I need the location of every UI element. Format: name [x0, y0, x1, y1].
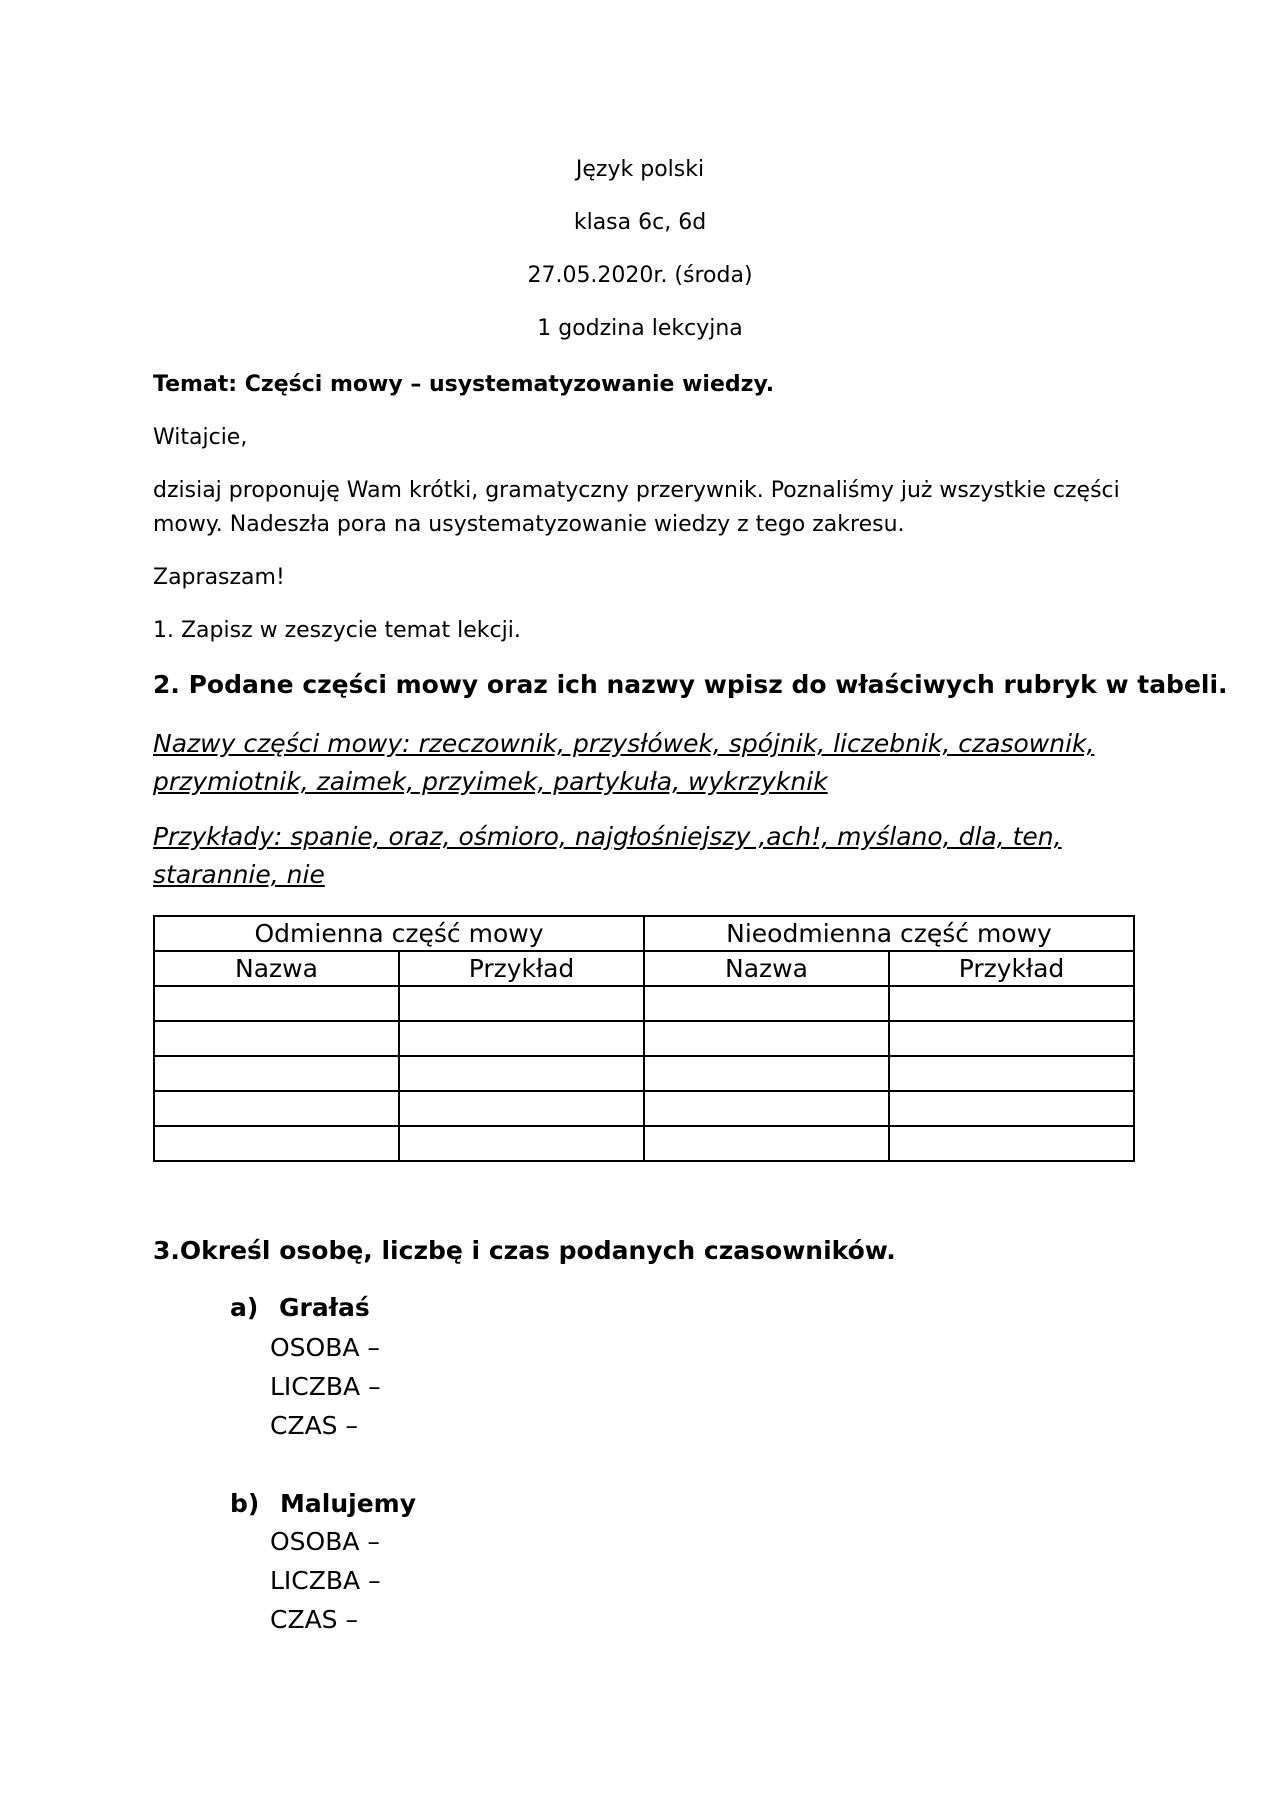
verb-b-tense: CZAS – [270, 1605, 359, 1634]
table-cell[interactable] [644, 1056, 889, 1091]
verb-b-person: OSOBA – [270, 1527, 380, 1556]
hours-heading: 1 godzina lekcyjna [537, 316, 743, 341]
invite-text: Zapraszam! [153, 565, 285, 590]
table-cell[interactable] [889, 1126, 1134, 1161]
table-cell[interactable] [889, 1021, 1134, 1056]
table-cell[interactable] [154, 1091, 399, 1126]
class-heading: klasa 6c, 6d [573, 210, 707, 235]
table-cell[interactable] [644, 1126, 889, 1161]
table-cell[interactable] [889, 1056, 1134, 1091]
column-header-name: Nazwa [154, 951, 399, 986]
parts-of-speech-table [153, 915, 1135, 1162]
verb-b-number: LICZBA – [270, 1566, 381, 1595]
verb-a-number: LICZBA – [270, 1372, 381, 1401]
verb-a-label: a) [230, 1293, 259, 1322]
lesson-topic: Temat: Części mowy – usystematyzowanie wiedzy. [153, 372, 775, 397]
table-cell[interactable] [154, 1126, 399, 1161]
table-cell[interactable] [644, 1091, 889, 1126]
table-row [154, 1056, 1134, 1091]
table-cell[interactable] [399, 986, 644, 1021]
verb-a-tense: CZAS – [270, 1411, 359, 1440]
intro-paragraph: dzisiaj proponuję Wam krótki, gramatyczny przerywnik. Poznaliśmy już wszystkie części mowy. Nadeszła pora na usystematyzowanie wiedzy z tego zakresu. [153, 478, 1120, 537]
table-cell[interactable] [399, 1021, 644, 1056]
table-cell[interactable] [399, 1056, 644, 1091]
table-row [154, 1021, 1134, 1056]
table-cell[interactable] [154, 1056, 399, 1091]
greeting: Witajcie, [153, 425, 248, 450]
verb-a-word: Grałaś [279, 1293, 370, 1322]
task-3-title: 3.Określ osobę, liczbę i czas podanych czasowników. [153, 1236, 896, 1265]
group-header-uninflected: Nieodmienna część mowy [644, 916, 1134, 951]
table-row [154, 1126, 1134, 1161]
table-cell[interactable] [154, 986, 399, 1021]
table-cell[interactable] [399, 1126, 644, 1161]
task-2-title: 2. Podane części mowy oraz ich nazwy wpisz do właściwych rubryk w tabeli. [153, 670, 1228, 699]
column-header-example: Przykład [399, 951, 644, 986]
subject-heading: Język polski [575, 157, 705, 182]
verb-b-label: b) [230, 1489, 260, 1518]
table-row [154, 1091, 1134, 1126]
table-cell[interactable] [889, 1091, 1134, 1126]
table-cell[interactable] [399, 1091, 644, 1126]
verb-b [230, 1489, 416, 1518]
examples-list: Przykłady: spanie, oraz, ośmioro, najgłośniejszy ,ach!, myślano, dla, ten, starannie, nie [153, 822, 1062, 889]
column-header-name: Nazwa [644, 951, 889, 986]
table-row [154, 986, 1134, 1021]
parts-of-speech-names: Nazwy części mowy: rzeczownik, przysłówek, spójnik, liczebnik, czasownik, przymiotnik, zaimek, przyimek, partykuła, wykrzyknik [153, 729, 1095, 796]
verb-a [230, 1293, 370, 1322]
verb-b-word: Malujemy [280, 1489, 417, 1518]
table-cell[interactable] [154, 1021, 399, 1056]
date-heading: 27.05.2020r. (środa) [527, 263, 753, 288]
table-cell[interactable] [644, 1021, 889, 1056]
group-header-inflected: Odmienna część mowy [154, 916, 644, 951]
task-1: 1. Zapisz w zeszycie temat lekcji. [153, 618, 521, 643]
table-group-row [154, 916, 1134, 951]
table-cell[interactable] [889, 986, 1134, 1021]
table-column-row [154, 951, 1134, 986]
column-header-example: Przykład [889, 951, 1134, 986]
table-cell[interactable] [644, 986, 889, 1021]
verb-a-person: OSOBA – [270, 1333, 380, 1362]
